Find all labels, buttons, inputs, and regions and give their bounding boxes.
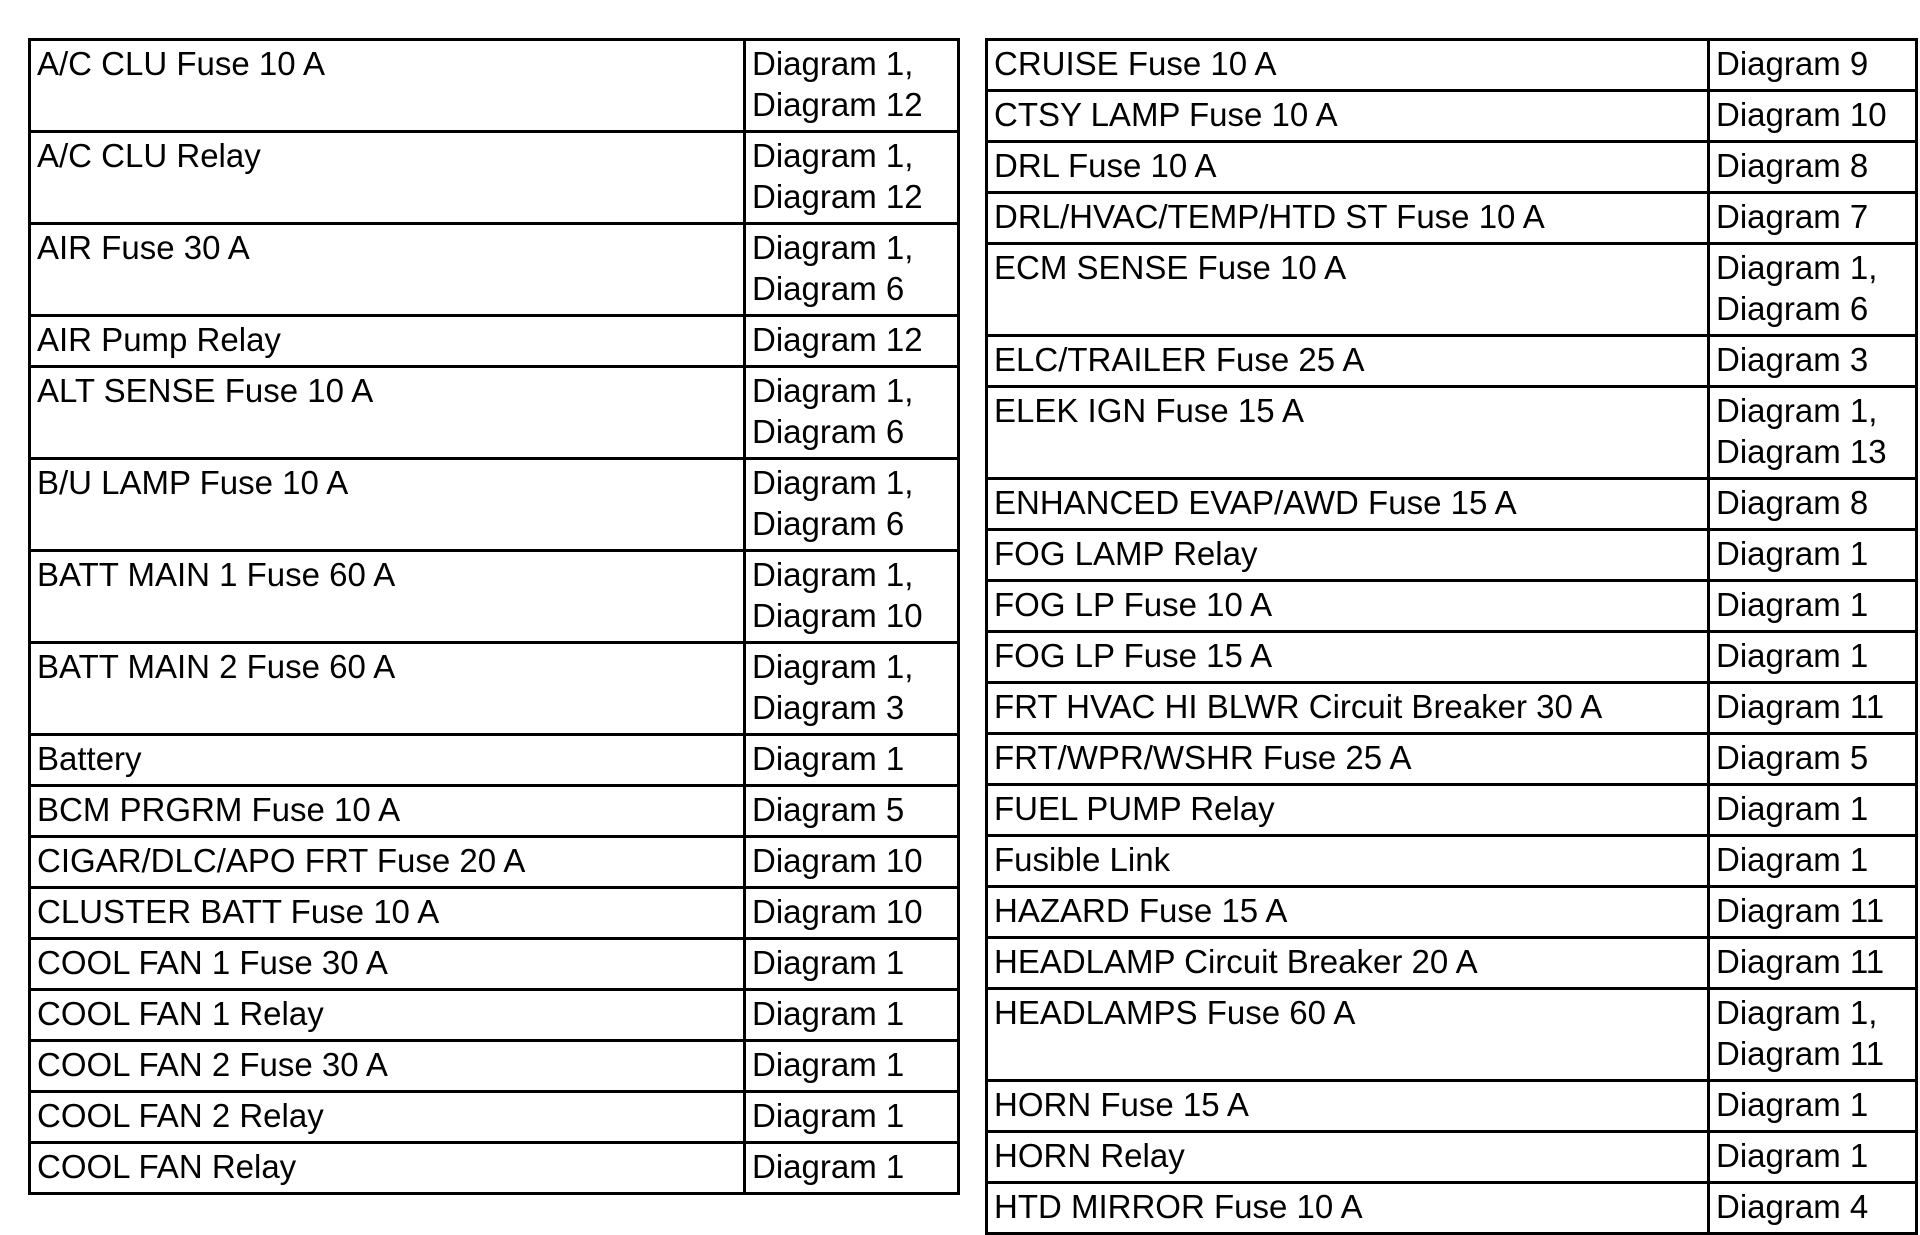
- table-row: [987, 938, 1917, 989]
- diagram-ref: Diagram 4: [1716, 1188, 1869, 1225]
- diagram-ref-cell: [1709, 734, 1917, 785]
- component-name: HEADLAMPS Fuse 60 A: [994, 994, 1356, 1031]
- component-name-cell: [987, 479, 1709, 530]
- component-name: HORN Relay: [994, 1137, 1185, 1174]
- table-row: [30, 1092, 959, 1143]
- component-name: ECM SENSE Fuse 10 A: [994, 249, 1347, 286]
- table-row: [987, 387, 1917, 479]
- component-name-cell: [30, 939, 745, 990]
- component-name-cell: [987, 989, 1709, 1081]
- diagram-ref-cell: [745, 939, 959, 990]
- diagram-ref-cell: [1709, 479, 1917, 530]
- table-row: [30, 786, 959, 837]
- table-row: [987, 1132, 1917, 1183]
- diagram-ref-cell: [745, 735, 959, 786]
- table-row: [987, 887, 1917, 938]
- component-name: COOL FAN 2 Relay: [37, 1097, 324, 1134]
- table-row: [987, 530, 1917, 581]
- diagram-ref: Diagram 1,: [752, 464, 914, 501]
- table-row: [987, 244, 1917, 336]
- component-name-cell: [987, 193, 1709, 244]
- diagram-ref: Diagram 12: [752, 178, 923, 215]
- component-name-cell: [30, 224, 745, 316]
- component-name: A/C CLU Relay: [37, 137, 261, 174]
- component-name-cell: [987, 938, 1709, 989]
- component-name-cell: [30, 132, 745, 224]
- cell-padding: [37, 413, 737, 454]
- diagram-ref: Diagram 11: [1716, 892, 1885, 929]
- diagram-ref-cell: [745, 1143, 959, 1194]
- table-row: [30, 990, 959, 1041]
- diagram-ref: Diagram 12: [752, 321, 923, 358]
- diagram-ref-cell: [745, 1041, 959, 1092]
- component-table-right: [985, 38, 1918, 1235]
- diagram-ref-cell: [745, 837, 959, 888]
- component-name: ELC/TRAILER Fuse 25 A: [994, 341, 1365, 378]
- diagram-ref: Diagram 13: [1716, 433, 1887, 470]
- table-row: [987, 91, 1917, 142]
- table-row: [987, 40, 1917, 91]
- component-name-cell: [30, 1041, 745, 1092]
- diagram-ref-cell: [1709, 40, 1917, 91]
- component-name: COOL FAN 1 Fuse 30 A: [37, 944, 388, 981]
- table-row: [30, 1041, 959, 1092]
- component-name-cell: [987, 336, 1709, 387]
- diagram-ref-cell: [1709, 336, 1917, 387]
- component-name: B/U LAMP Fuse 10 A: [37, 464, 349, 501]
- component-name-cell: [987, 244, 1709, 336]
- diagram-ref: Diagram 6: [752, 413, 905, 450]
- table-row: [30, 132, 959, 224]
- component-name: FRT HVAC HI BLWR Circuit Breaker 30 A: [994, 688, 1603, 725]
- cell-padding: [994, 290, 1701, 331]
- component-name: HTD MIRROR Fuse 10 A: [994, 1188, 1363, 1225]
- diagram-ref-cell: [745, 459, 959, 551]
- diagram-ref-cell: [745, 643, 959, 735]
- component-name: FOG LP Fuse 10 A: [994, 586, 1273, 623]
- diagram-ref: Diagram 1: [1716, 535, 1869, 572]
- component-name-cell: [30, 40, 745, 132]
- component-name: Battery: [37, 740, 142, 777]
- component-name-cell: [30, 643, 745, 735]
- component-name: DRL Fuse 10 A: [994, 147, 1217, 184]
- diagram-ref-cell: [1709, 1081, 1917, 1132]
- table-row: [987, 683, 1917, 734]
- component-name-cell: [987, 1132, 1709, 1183]
- table-row: [987, 479, 1917, 530]
- diagram-ref-cell: [1709, 193, 1917, 244]
- diagram-ref: Diagram 1: [752, 995, 905, 1032]
- cell-padding: [37, 689, 737, 730]
- diagram-ref-cell: [745, 1092, 959, 1143]
- table-row: [30, 888, 959, 939]
- table-row: [987, 989, 1917, 1081]
- diagram-ref-cell: [745, 367, 959, 459]
- cell-padding: [37, 597, 737, 638]
- component-name: FRT/WPR/WSHR Fuse 25 A: [994, 739, 1412, 776]
- diagram-ref: Diagram 1,: [752, 229, 914, 266]
- component-name: DRL/HVAC/TEMP/HTD ST Fuse 10 A: [994, 198, 1545, 235]
- diagram-ref-cell: [1709, 91, 1917, 142]
- component-name: HAZARD Fuse 15 A: [994, 892, 1288, 929]
- component-name: CTSY LAMP Fuse 10 A: [994, 96, 1338, 133]
- table-row: [987, 581, 1917, 632]
- diagram-ref-cell: [745, 132, 959, 224]
- component-name-cell: [30, 786, 745, 837]
- table-row: [30, 551, 959, 643]
- diagram-ref: Diagram 1,: [1716, 994, 1878, 1031]
- component-name: A/C CLU Fuse 10 A: [37, 45, 325, 82]
- component-name-cell: [987, 530, 1709, 581]
- table-row: [987, 632, 1917, 683]
- component-table-left: [28, 38, 960, 1195]
- table-row: [30, 1143, 959, 1194]
- diagram-ref: Diagram 1: [1716, 1086, 1869, 1123]
- table-row: [987, 836, 1917, 887]
- component-name-cell: [987, 40, 1709, 91]
- diagram-ref-cell: [1709, 1183, 1917, 1234]
- table-row: [30, 40, 959, 132]
- diagram-ref-cell: [1709, 632, 1917, 683]
- diagram-ref-cell: [745, 990, 959, 1041]
- component-name-cell: [987, 887, 1709, 938]
- table-row: [987, 193, 1917, 244]
- diagram-ref: Diagram 10: [752, 893, 923, 930]
- cell-padding: [37, 505, 737, 546]
- component-index: [28, 38, 1918, 1235]
- component-name-cell: [987, 387, 1709, 479]
- component-name: ELEK IGN Fuse 15 A: [994, 392, 1304, 429]
- diagram-ref: Diagram 8: [1716, 147, 1869, 184]
- diagram-ref: Diagram 1: [1716, 790, 1869, 827]
- diagram-ref: Diagram 1,: [1716, 249, 1878, 286]
- diagram-ref-cell: [1709, 530, 1917, 581]
- diagram-ref-cell: [1709, 1132, 1917, 1183]
- cell-padding: [37, 270, 737, 311]
- diagram-ref: Diagram 12: [752, 86, 923, 123]
- diagram-ref: Diagram 1,: [1716, 392, 1878, 429]
- diagram-ref: Diagram 1: [1716, 586, 1869, 623]
- component-name: CRUISE Fuse 10 A: [994, 45, 1277, 82]
- diagram-ref-cell: [1709, 581, 1917, 632]
- table-row: [30, 837, 959, 888]
- diagram-ref: Diagram 1,: [752, 137, 914, 174]
- component-name-cell: [30, 551, 745, 643]
- diagram-ref: Diagram 6: [1716, 290, 1869, 327]
- component-name-cell: [30, 459, 745, 551]
- diagram-ref: Diagram 11: [1716, 688, 1885, 725]
- component-name-cell: [30, 367, 745, 459]
- diagram-ref-cell: [745, 551, 959, 643]
- diagram-ref: Diagram 1: [1716, 841, 1869, 878]
- diagram-ref-cell: [1709, 387, 1917, 479]
- diagram-ref: Diagram 10: [752, 842, 923, 879]
- diagram-ref: Diagram 1,: [752, 372, 914, 409]
- diagram-ref-cell: [745, 224, 959, 316]
- component-name: FOG LAMP Relay: [994, 535, 1258, 572]
- component-name-cell: [987, 632, 1709, 683]
- diagram-ref: Diagram 11: [1716, 1035, 1885, 1072]
- diagram-ref: Diagram 6: [752, 505, 905, 542]
- component-name: COOL FAN 2 Fuse 30 A: [37, 1046, 388, 1083]
- component-name: COOL FAN 1 Relay: [37, 995, 324, 1032]
- diagram-ref-cell: [1709, 683, 1917, 734]
- component-name-cell: [30, 1092, 745, 1143]
- component-name: BATT MAIN 2 Fuse 60 A: [37, 648, 396, 685]
- component-name: ENHANCED EVAP/AWD Fuse 15 A: [994, 484, 1517, 521]
- table-row: [30, 643, 959, 735]
- diagram-ref-cell: [745, 888, 959, 939]
- component-name: Fusible Link: [994, 841, 1171, 878]
- diagram-ref: Diagram 11: [1716, 943, 1885, 980]
- table-row: [987, 1081, 1917, 1132]
- cell-padding: [37, 178, 737, 219]
- cell-padding: [994, 433, 1701, 474]
- diagram-ref-cell: [1709, 142, 1917, 193]
- component-name: COOL FAN Relay: [37, 1148, 297, 1185]
- diagram-ref: Diagram 1: [1716, 1137, 1869, 1174]
- diagram-ref-cell: [745, 40, 959, 132]
- component-name: AIR Pump Relay: [37, 321, 281, 358]
- diagram-ref-cell: [745, 786, 959, 837]
- table-row: [987, 785, 1917, 836]
- component-name-cell: [987, 142, 1709, 193]
- component-name: HEADLAMP Circuit Breaker 20 A: [994, 943, 1478, 980]
- component-name-cell: [30, 888, 745, 939]
- table-row: [987, 734, 1917, 785]
- table-row: [30, 367, 959, 459]
- diagram-ref: Diagram 6: [752, 270, 905, 307]
- component-name-cell: [987, 836, 1709, 887]
- table-row: [30, 939, 959, 990]
- diagram-ref-cell: [1709, 938, 1917, 989]
- component-name-cell: [987, 581, 1709, 632]
- component-name: BATT MAIN 1 Fuse 60 A: [37, 556, 396, 593]
- diagram-ref-cell: [745, 316, 959, 367]
- diagram-ref: Diagram 1: [752, 1097, 905, 1134]
- table-row: [30, 735, 959, 786]
- cell-padding: [994, 1035, 1701, 1076]
- component-name: FUEL PUMP Relay: [994, 790, 1275, 827]
- diagram-ref: Diagram 9: [1716, 45, 1869, 82]
- component-name-cell: [987, 1183, 1709, 1234]
- component-name-cell: [30, 990, 745, 1041]
- diagram-ref: Diagram 5: [752, 791, 905, 828]
- diagram-ref: Diagram 1: [752, 740, 905, 777]
- diagram-ref-cell: [1709, 887, 1917, 938]
- component-name-cell: [987, 734, 1709, 785]
- component-name-cell: [30, 316, 745, 367]
- component-name-cell: [987, 91, 1709, 142]
- component-name-cell: [987, 683, 1709, 734]
- component-name: HORN Fuse 15 A: [994, 1086, 1249, 1123]
- table-row: [30, 316, 959, 367]
- diagram-ref: Diagram 1,: [752, 648, 914, 685]
- table-row: [987, 142, 1917, 193]
- diagram-ref: Diagram 10: [752, 597, 923, 634]
- component-name: AIR Fuse 30 A: [37, 229, 250, 266]
- table-row: [987, 336, 1917, 387]
- component-name-cell: [30, 837, 745, 888]
- diagram-ref: Diagram 1: [752, 1148, 905, 1185]
- diagram-ref: Diagram 7: [1716, 198, 1869, 235]
- cell-padding: [37, 86, 737, 127]
- diagram-ref-cell: [1709, 244, 1917, 336]
- component-name: CIGAR/DLC/APO FRT Fuse 20 A: [37, 842, 526, 879]
- diagram-ref-cell: [1709, 836, 1917, 887]
- component-name-cell: [30, 1143, 745, 1194]
- table-row: [30, 459, 959, 551]
- diagram-ref: Diagram 1: [752, 1046, 905, 1083]
- diagram-ref-cell: [1709, 989, 1917, 1081]
- component-name-cell: [30, 735, 745, 786]
- diagram-ref: Diagram 3: [752, 689, 905, 726]
- component-name: BCM PRGRM Fuse 10 A: [37, 791, 401, 828]
- table-row: [30, 224, 959, 316]
- diagram-ref: Diagram 5: [1716, 739, 1869, 776]
- diagram-ref: Diagram 1,: [752, 45, 914, 82]
- diagram-ref: Diagram 1: [1716, 637, 1869, 674]
- diagram-ref-cell: [1709, 785, 1917, 836]
- diagram-ref: Diagram 1,: [752, 556, 914, 593]
- component-name-cell: [987, 785, 1709, 836]
- diagram-ref: Diagram 8: [1716, 484, 1869, 521]
- component-name-cell: [987, 1081, 1709, 1132]
- component-name: FOG LP Fuse 15 A: [994, 637, 1273, 674]
- component-name: ALT SENSE Fuse 10 A: [37, 372, 374, 409]
- diagram-ref: Diagram 1: [752, 944, 905, 981]
- diagram-ref: Diagram 10: [1716, 96, 1887, 133]
- component-name: CLUSTER BATT Fuse 10 A: [37, 893, 440, 930]
- diagram-ref: Diagram 3: [1716, 341, 1869, 378]
- table-row: [987, 1183, 1917, 1234]
